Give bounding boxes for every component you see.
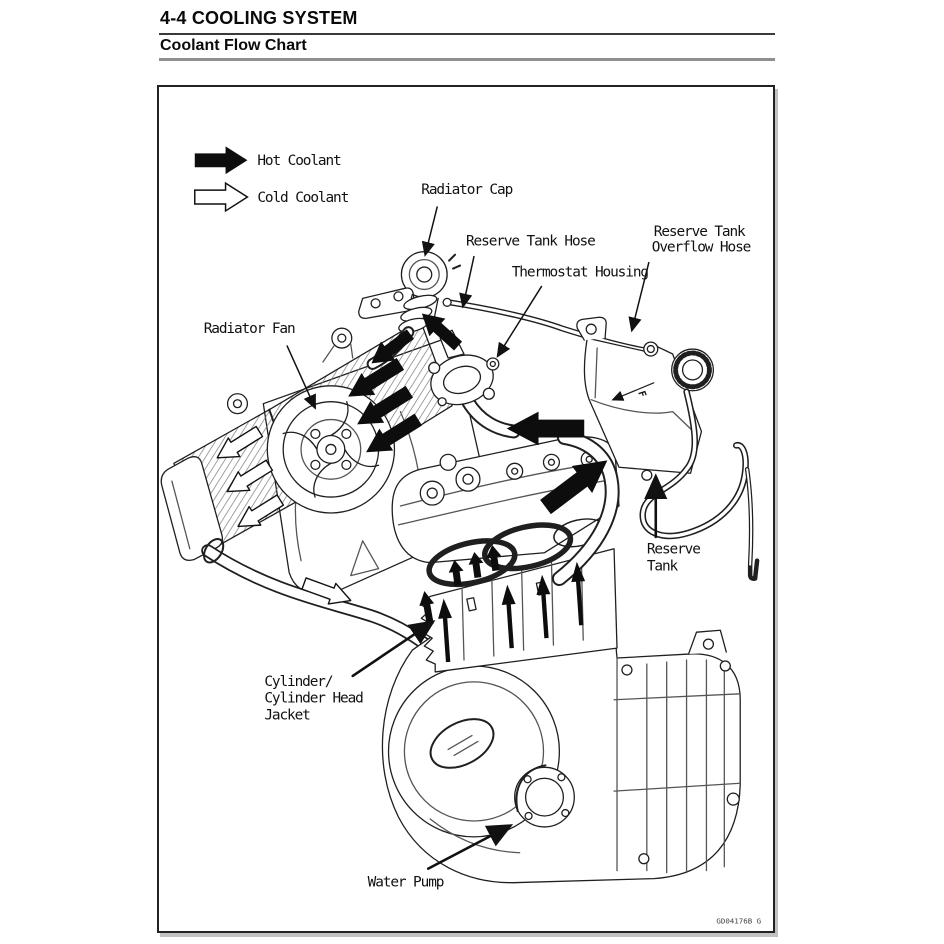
cold-coolant-legend-label: Cold Coolant [257, 190, 349, 206]
subsection-title: Coolant Flow Chart [160, 37, 307, 54]
label-reserve-tank-overflow-hose-line1: Reserve Tank [653, 223, 745, 240]
label-reserve-tank-hose: Reserve Tank Hose [466, 233, 595, 250]
label-cylinder-jacket-line3: Jacket [264, 707, 310, 724]
coolant-flow-diagram [159, 87, 773, 931]
figure-frame [157, 85, 775, 933]
hot-coolant-legend-label: Hot Coolant [257, 153, 341, 170]
figure-code: GD04176B G [716, 916, 762, 926]
label-thermostat-housing: Thermostat Housing [511, 264, 648, 281]
subsection-rule [159, 58, 775, 61]
reserve-tank-hose [443, 298, 650, 351]
label-reserve-tank-line2: Tank [646, 558, 678, 575]
label-radiator-cap: Radiator Cap [421, 182, 513, 199]
page-title: 4-4 COOLING SYSTEM [160, 8, 358, 28]
label-reserve-tank-line1: Reserve [646, 541, 700, 558]
label-cylinder-jacket-line1: Cylinder/ [264, 673, 333, 690]
legend [195, 146, 349, 211]
cold-coolant-legend-arrow [195, 183, 248, 211]
label-radiator-fan: Radiator Fan [203, 321, 295, 338]
label-cylinder-jacket-line2: Cylinder Head [264, 690, 363, 707]
hot-coolant-legend-arrow [195, 146, 248, 174]
label-water-pump: Water Pump [367, 874, 444, 891]
tank-full-mark: F [635, 389, 648, 399]
title-rule [159, 33, 775, 35]
label-reserve-tank-overflow-hose-line2: Overflow Hose [651, 239, 751, 256]
